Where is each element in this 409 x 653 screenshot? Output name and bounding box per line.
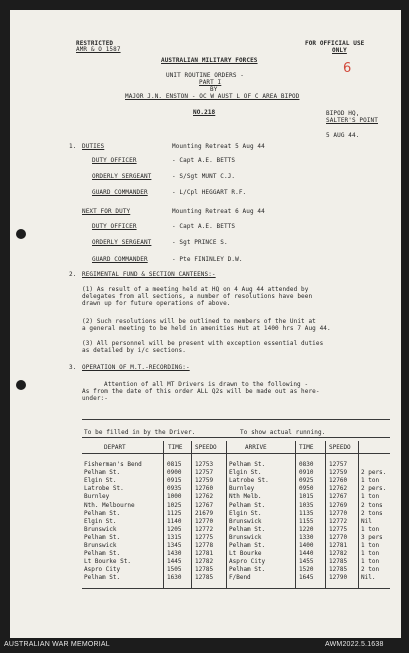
duty-role: DUTY OFFICER	[92, 157, 137, 164]
duty-name: - Pte FININLEY D.W.	[172, 256, 243, 263]
depart-cell: Elgin St.	[84, 477, 117, 485]
load-cell: 2 pers.	[361, 485, 387, 493]
table-rule	[82, 453, 390, 454]
speedo-cell: 12760	[195, 485, 214, 493]
time-cell: 0950	[299, 485, 314, 493]
depart-cell: Pelham St.	[84, 509, 121, 517]
speedo-cell: 12760	[329, 477, 348, 485]
paragraph-line: Attention of all MT Drivers is drawn to the following -	[104, 381, 309, 388]
time-cell: 1155	[299, 517, 314, 525]
mounting-line: Mounting Retreat 6 Aug 44	[172, 208, 265, 215]
column-header: TIME	[299, 444, 314, 451]
speedo-cell: 12757	[195, 469, 214, 477]
duty-role: DUTY OFFICER	[92, 223, 137, 230]
load-cell: 1 ton	[361, 477, 380, 485]
speedo-cell: 12770	[329, 533, 348, 541]
next-duty-heading: NEXT FOR DUTY	[82, 208, 131, 215]
paragraph-line: a general meeting to be held in amenities Hut at 1400 hrs 7 Aug 44.	[82, 325, 331, 332]
speedo-cell: 12770	[329, 509, 348, 517]
speedo-cell: 12759	[195, 477, 214, 485]
paragraph-line: drawn up for future operations of above.	[82, 300, 231, 307]
time-cell: 1205	[167, 525, 182, 533]
operation-heading: OPERATION OF M.T.-RECORDING:-	[82, 364, 190, 371]
time-cell: 1000	[167, 493, 182, 501]
orders-part: PART I	[199, 79, 222, 86]
regimental-heading: REGIMENTAL FUND & SECTION CANTEENS:-	[82, 271, 216, 278]
duties-heading: DUTIES	[82, 143, 105, 150]
depart-cell: Pelham St.	[84, 533, 121, 541]
time-cell: 1645	[299, 574, 314, 582]
punch-hole	[16, 229, 26, 239]
depart-cell: Aspro City	[84, 566, 121, 574]
duty-name: - Capt A.E. BETTS	[172, 223, 236, 230]
speedo-cell: 12785	[195, 566, 214, 574]
time-cell: 1125	[167, 509, 182, 517]
load-cell: 1 ton	[361, 558, 380, 566]
footer-source: AUSTRALIAN WAR MEMORIAL	[4, 641, 110, 648]
table-divider	[295, 441, 296, 588]
orders-by: BY	[210, 86, 218, 93]
paragraph-line: under:-	[82, 395, 108, 402]
official-only-label: ONLY	[332, 47, 347, 54]
arrive-cell: Elgin St.	[229, 509, 262, 517]
speedo-cell: 12770	[195, 517, 214, 525]
depart-cell: Brunswick	[84, 542, 117, 549]
load-cell: Nil.	[361, 574, 376, 582]
duty-role: GUARD COMMANDER	[92, 189, 148, 196]
column-header: SPEEDO	[195, 444, 217, 451]
time-cell: 0815	[167, 461, 182, 468]
hq-line-1: BIPOD HQ,	[326, 110, 360, 117]
duty-name: - L/Cpl HEGGART R.F.	[172, 189, 247, 196]
orders-title: UNIT ROUTINE ORDERS -	[166, 72, 244, 79]
footer-reference: AWM2022.5.1638	[325, 641, 384, 648]
column-header: SPEEDO	[329, 444, 351, 451]
duty-role: ORDERLY SERGEANT	[92, 173, 152, 180]
load-cell: 1 ton	[361, 550, 380, 558]
speedo-cell: 21679	[195, 509, 214, 517]
duty-name: - Sgt PRINCE S.	[172, 239, 228, 246]
depart-cell: Pelham St.	[84, 574, 121, 582]
arrive-cell: Pelham St.	[229, 566, 266, 574]
paragraph-line: (3) All personnel will be present with exception essential duties	[82, 340, 324, 347]
page-number: 6	[343, 61, 352, 76]
column-header: DEPART	[104, 444, 126, 451]
speedo-cell: 12767	[195, 501, 214, 509]
time-cell: 0935	[167, 485, 182, 493]
table-rule	[82, 588, 390, 589]
time-cell: 1445	[167, 558, 182, 566]
time-cell: 1520	[299, 566, 314, 574]
time-cell: 1505	[167, 566, 182, 574]
duty-name: - Capt A.E. BETTS	[172, 157, 236, 164]
speedo-cell: 12778	[195, 542, 214, 549]
column-header: ARRIVE	[245, 444, 267, 451]
load-cell: 2 pers.	[361, 469, 387, 477]
duty-role: ORDERLY SERGEANT	[92, 239, 152, 246]
arrive-cell: Nth Melb.	[229, 493, 262, 501]
time-cell: 1440	[299, 550, 314, 558]
speedo-cell: 12757	[329, 461, 348, 468]
paragraph-line: As from the date of this order ALL Q2s will be made out as here-	[82, 388, 320, 395]
time-cell: 1330	[299, 533, 314, 541]
table-divider	[226, 441, 227, 588]
time-cell: 1315	[167, 533, 182, 541]
time-cell: 1345	[167, 542, 182, 549]
arrive-cell: Pelham St.	[229, 542, 266, 549]
time-cell: 1140	[167, 517, 182, 525]
order-number: NO.218	[193, 109, 216, 116]
arrive-cell: Lt Bourke	[229, 550, 262, 558]
paragraph-line: as detailed by i/c sections.	[82, 347, 186, 354]
depart-cell: Burnley	[84, 493, 110, 501]
arrive-cell: Elgin St.	[229, 469, 262, 477]
load-cell: 2 tons	[361, 501, 383, 509]
speedo-cell: 12781	[329, 542, 348, 549]
official-use-label: FOR OFFICIAL USE	[305, 40, 365, 47]
speedo-cell: 12772	[329, 517, 348, 525]
speedo-cell: 12753	[195, 461, 214, 468]
time-cell: 1430	[167, 550, 182, 558]
arrive-cell: F/Bend	[229, 574, 251, 582]
depart-cell: Elgin St.	[84, 517, 117, 525]
paragraph-line: delegates from all sections, a number of resolutions have been	[82, 293, 313, 300]
section-number: 1.	[69, 143, 77, 150]
duty-name: - S/Sgt MUNT C.J.	[172, 173, 236, 180]
table-note-driver: To be filled in by the Driver.	[84, 429, 196, 436]
time-cell: 1015	[299, 493, 314, 501]
load-cell: 1 ton	[361, 542, 380, 549]
depart-cell: Pelham St.	[84, 469, 121, 477]
speedo-cell: 12759	[329, 469, 348, 477]
mounting-line: Mounting Retreat 5 Aug 44	[172, 143, 265, 150]
table-divider	[163, 441, 164, 588]
speedo-cell: 12781	[195, 550, 214, 558]
depart-cell: Nth. Melbourne	[84, 501, 135, 509]
depart-cell: Latrobe St.	[84, 485, 124, 493]
speedo-cell: 12762	[195, 493, 214, 501]
arrive-cell: Pelham St.	[229, 501, 266, 509]
time-cell: 1135	[299, 509, 314, 517]
load-cell: 2 tons	[361, 509, 383, 517]
speedo-cell: 12775	[195, 533, 214, 541]
depart-cell: Brunswick	[84, 525, 117, 533]
table-note-running: To show actual running.	[240, 429, 326, 436]
time-cell: 1630	[167, 574, 182, 582]
column-header: TIME	[168, 444, 183, 451]
arrive-cell: Burnley	[229, 485, 255, 493]
time-cell: 1025	[167, 501, 182, 509]
commander-line: MAJOR J.N. ENSTON - OC W AUST L OF C AREA BIPOD	[125, 93, 300, 100]
arrive-cell: Pelham St.	[229, 525, 266, 533]
depart-cell: Fisherman's Bend	[84, 461, 142, 468]
time-cell: 0915	[167, 477, 182, 485]
speedo-cell: 12767	[329, 493, 348, 501]
speedo-cell: 12782	[195, 558, 214, 566]
time-cell: 0910	[299, 469, 314, 477]
punch-hole	[16, 380, 26, 390]
time-cell: 0830	[299, 461, 314, 468]
document-title: AUSTRALIAN MILITARY FORCES	[161, 57, 258, 64]
restricted-label: RESTRICTED	[76, 40, 114, 47]
table-divider	[358, 441, 359, 588]
order-date: 5 AUG 44.	[326, 132, 360, 139]
load-cell: 1 ton	[361, 493, 380, 501]
table-divider	[191, 441, 192, 588]
time-cell: 1035	[299, 501, 314, 509]
load-cell: Nil	[361, 517, 372, 525]
arrive-cell: Latrobe St.	[229, 477, 269, 485]
load-cell: 1 ton	[361, 525, 380, 533]
time-cell: 1455	[299, 558, 314, 566]
section-number: 2.	[69, 271, 77, 278]
speedo-cell: 12785	[195, 574, 214, 582]
speedo-cell: 12769	[329, 501, 348, 509]
speedo-cell: 12772	[195, 525, 214, 533]
time-cell: 0925	[299, 477, 314, 485]
speedo-cell: 12775	[329, 525, 348, 533]
paragraph-line: (2) Such resolutions will be outlined to members of the Unit at	[82, 318, 316, 325]
paragraph-line: (1) As result of a meeting held at HQ on 4 Aug 44 attended by	[82, 286, 309, 293]
amr-reference: AMR & O 1587	[76, 46, 121, 53]
speedo-cell: 12782	[329, 550, 348, 558]
load-cell: 2 ton	[361, 566, 380, 574]
arrive-cell: Brunswick	[229, 517, 262, 525]
speedo-cell: 12785	[329, 566, 348, 574]
depart-cell: Lt Bourke St.	[84, 558, 131, 566]
table-divider	[325, 441, 326, 588]
speedo-cell: 12762	[329, 485, 348, 493]
section-number: 3.	[69, 364, 77, 371]
table-rule	[82, 419, 390, 420]
depart-cell: Pelham St.	[84, 550, 121, 558]
hq-line-2: SALTER'S POINT	[326, 117, 378, 124]
arrive-cell: Aspro City	[229, 558, 266, 566]
time-cell: 1220	[299, 525, 314, 533]
arrive-cell: Brunswick	[229, 533, 262, 541]
time-cell: 0900	[167, 469, 182, 477]
time-cell: 1400	[299, 542, 314, 549]
speedo-cell: 12790	[329, 574, 348, 582]
load-cell: 3 pers	[361, 533, 383, 541]
table-rule	[82, 437, 390, 438]
duty-role: GUARD COMMANDER	[92, 256, 148, 263]
arrive-cell: Pelham St.	[229, 461, 266, 468]
speedo-cell: 12785	[329, 558, 348, 566]
